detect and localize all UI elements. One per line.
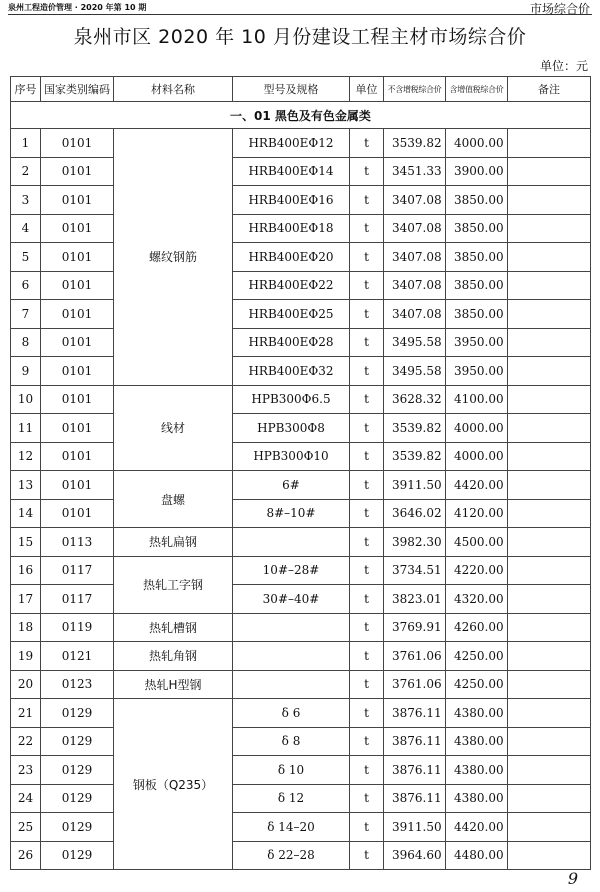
cell-remark	[508, 727, 591, 756]
cell-code: 0101	[41, 471, 114, 500]
cell-unit: t	[350, 756, 384, 785]
cell-remark	[508, 613, 591, 642]
cell-code: 0101	[41, 442, 114, 471]
cell-remark	[508, 585, 591, 614]
cell-price-excl-vat: 3761.06	[384, 670, 446, 699]
cell-unit: t	[350, 699, 384, 728]
material-name-text: 热轧H型钢	[144, 677, 202, 692]
cell-price-excl-vat: 3982.30	[384, 528, 446, 557]
cell-remark	[508, 528, 591, 557]
table-row	[11, 613, 591, 642]
cell-no: 6	[11, 271, 41, 300]
cell-price-excl-vat: 3407.08	[384, 300, 446, 329]
cell-unit: t	[350, 214, 384, 243]
cell-remark	[508, 328, 591, 357]
running-header	[0, 0, 600, 22]
cell-code: 0101	[41, 300, 114, 329]
cell-no: 10	[11, 385, 41, 414]
cell-price-incl-vat: 3850.00	[446, 214, 508, 243]
cell-spec: δ 10	[233, 756, 350, 785]
table-row	[11, 328, 591, 357]
col-header-name: 材料名称	[114, 77, 233, 102]
cell-material-name	[114, 556, 233, 613]
cell-code: 0101	[41, 157, 114, 186]
cell-spec: δ 8	[233, 727, 350, 756]
cell-unit: t	[350, 670, 384, 699]
table-row	[11, 157, 591, 186]
cell-remark	[508, 271, 591, 300]
cell-no: 21	[11, 699, 41, 728]
cell-code: 0129	[41, 727, 114, 756]
cell-code: 0129	[41, 699, 114, 728]
section-name: 市场综合价	[529, 2, 590, 16]
cell-material-name	[114, 613, 233, 642]
table-row	[11, 243, 591, 272]
cell-price-excl-vat: 3451.33	[384, 157, 446, 186]
cell-remark	[508, 670, 591, 699]
table-row	[11, 357, 591, 386]
cell-code: 0119	[41, 613, 114, 642]
material-name-text: 钢板（Q235）	[132, 777, 214, 792]
cell-code: 0101	[41, 129, 114, 158]
cell-unit: t	[350, 328, 384, 357]
col-header-code: 国家类别编码	[41, 77, 114, 102]
material-name-text: 线材	[160, 421, 185, 436]
cell-price-excl-vat: 3876.11	[384, 784, 446, 813]
cell-spec: 30#–40#	[233, 585, 350, 614]
cell-remark	[508, 300, 591, 329]
unit-label: 单位：元	[539, 59, 588, 73]
cell-price-incl-vat: 4420.00	[446, 471, 508, 500]
cell-price-excl-vat: 3646.02	[384, 499, 446, 528]
material-name-text: 盘螺	[160, 492, 185, 507]
cell-unit: t	[350, 442, 384, 471]
cell-no: 17	[11, 585, 41, 614]
cell-unit: t	[350, 129, 384, 158]
cell-remark	[508, 186, 591, 215]
cell-unit: t	[350, 813, 384, 842]
cell-no: 5	[11, 243, 41, 272]
col-header-price-incl-vat: 含增值税综合价	[446, 77, 508, 102]
table-row	[11, 699, 591, 728]
cell-remark	[508, 214, 591, 243]
table-row	[11, 442, 591, 471]
cell-no: 16	[11, 556, 41, 585]
cell-material-name	[114, 385, 233, 471]
cell-unit: t	[350, 613, 384, 642]
table-row	[11, 129, 591, 158]
table-row	[11, 271, 591, 300]
cell-remark	[508, 129, 591, 158]
cell-price-incl-vat: 4380.00	[446, 756, 508, 785]
cell-price-excl-vat: 3823.01	[384, 585, 446, 614]
cell-no: 22	[11, 727, 41, 756]
cell-remark	[508, 499, 591, 528]
col-header-price-excl-vat: 不含增税综合价	[384, 77, 446, 102]
cell-code: 0129	[41, 813, 114, 842]
table-row	[11, 841, 591, 870]
cell-spec: 6#	[233, 471, 350, 500]
cell-code: 0101	[41, 328, 114, 357]
cell-spec: HRB400EΦ12	[233, 129, 350, 158]
cell-price-excl-vat: 3407.08	[384, 271, 446, 300]
section-title: 一、01 黑色及有色金属类	[11, 102, 591, 129]
cell-code: 0117	[41, 585, 114, 614]
table-row	[11, 784, 591, 813]
cell-price-excl-vat: 3407.08	[384, 214, 446, 243]
cell-remark	[508, 642, 591, 671]
cell-unit: t	[350, 157, 384, 186]
cell-remark	[508, 471, 591, 500]
material-name-text: 热轧工字钢	[142, 578, 203, 592]
cell-no: 18	[11, 613, 41, 642]
cell-code: 0129	[41, 756, 114, 785]
cell-unit: t	[350, 300, 384, 329]
cell-unit: t	[350, 585, 384, 614]
cell-price-incl-vat: 4220.00	[446, 556, 508, 585]
cell-price-incl-vat: 4380.00	[446, 699, 508, 728]
cell-spec: HPB300Φ8	[233, 414, 350, 443]
cell-spec	[233, 670, 350, 699]
cell-unit: t	[350, 784, 384, 813]
cell-price-excl-vat: 3539.82	[384, 129, 446, 158]
table-row	[11, 556, 591, 585]
cell-no: 8	[11, 328, 41, 357]
table-row	[11, 300, 591, 329]
cell-code: 0121	[41, 642, 114, 671]
cell-code: 0129	[41, 784, 114, 813]
cell-price-incl-vat: 3950.00	[446, 328, 508, 357]
material-name-text: 热轧扁钢	[148, 535, 197, 550]
col-header-unit: 单位	[350, 77, 384, 102]
table-row	[11, 585, 591, 614]
cell-no: 12	[11, 442, 41, 471]
cell-price-incl-vat: 3850.00	[446, 300, 508, 329]
cell-unit: t	[350, 414, 384, 443]
col-header-no: 序号	[11, 77, 41, 102]
cell-price-excl-vat: 3911.50	[384, 813, 446, 842]
cell-price-incl-vat: 3950.00	[446, 357, 508, 386]
table-row	[11, 385, 591, 414]
cell-no: 14	[11, 499, 41, 528]
cell-no: 15	[11, 528, 41, 557]
cell-code: 0129	[41, 841, 114, 870]
cell-spec	[233, 613, 350, 642]
cell-spec: 10#–28#	[233, 556, 350, 585]
cell-code: 0101	[41, 414, 114, 443]
cell-code: 0101	[41, 271, 114, 300]
cell-remark	[508, 357, 591, 386]
cell-price-excl-vat: 3876.11	[384, 756, 446, 785]
cell-remark	[508, 813, 591, 842]
cell-spec: HRB400EΦ32	[233, 357, 350, 386]
cell-price-incl-vat: 4120.00	[446, 499, 508, 528]
table-row	[11, 727, 591, 756]
cell-price-excl-vat: 3495.58	[384, 357, 446, 386]
cell-no: 2	[11, 157, 41, 186]
cell-code: 0101	[41, 214, 114, 243]
cell-price-incl-vat: 4380.00	[446, 784, 508, 813]
cell-remark	[508, 756, 591, 785]
table-row	[11, 813, 591, 842]
cell-material-name	[114, 699, 233, 870]
cell-spec: HRB400EΦ18	[233, 214, 350, 243]
cell-remark	[508, 784, 591, 813]
table-row	[11, 670, 591, 699]
cell-spec	[233, 528, 350, 557]
cell-remark	[508, 841, 591, 870]
table-row	[11, 528, 591, 557]
cell-code: 0101	[41, 243, 114, 272]
cell-spec: δ 6	[233, 699, 350, 728]
cell-no: 19	[11, 642, 41, 671]
cell-price-excl-vat: 3539.82	[384, 414, 446, 443]
cell-remark	[508, 385, 591, 414]
cell-remark	[508, 243, 591, 272]
material-name-text: 热轧槽钢	[148, 620, 197, 635]
cell-no: 13	[11, 471, 41, 500]
cell-spec: 8#–10#	[233, 499, 350, 528]
cell-code: 0101	[41, 186, 114, 215]
cell-no: 7	[11, 300, 41, 329]
cell-price-incl-vat: 4250.00	[446, 670, 508, 699]
cell-price-excl-vat: 3964.60	[384, 841, 446, 870]
cell-spec	[233, 642, 350, 671]
cell-price-incl-vat: 3850.00	[446, 271, 508, 300]
cell-remark	[508, 699, 591, 728]
table-row	[11, 414, 591, 443]
table-row	[11, 756, 591, 785]
cell-code: 0101	[41, 385, 114, 414]
table-row	[11, 499, 591, 528]
cell-remark	[508, 414, 591, 443]
header-rule	[8, 14, 592, 15]
cell-unit: t	[350, 186, 384, 215]
cell-material-name	[114, 528, 233, 557]
cell-price-incl-vat: 3850.00	[446, 243, 508, 272]
cell-no: 4	[11, 214, 41, 243]
cell-unit: t	[350, 642, 384, 671]
table-header-row	[11, 77, 591, 102]
material-name-text: 螺纹钢筋	[148, 250, 197, 265]
cell-no: 1	[11, 129, 41, 158]
cell-unit: t	[350, 385, 384, 414]
cell-no: 11	[11, 414, 41, 443]
cell-no: 9	[11, 357, 41, 386]
cell-price-incl-vat: 3900.00	[446, 157, 508, 186]
cell-no: 3	[11, 186, 41, 215]
cell-code: 0101	[41, 499, 114, 528]
cell-unit: t	[350, 271, 384, 300]
cell-material-name	[114, 642, 233, 671]
page-title: 泉州市区 2020 年 10 月份建设工程主材市场综合价	[73, 26, 527, 48]
cell-price-excl-vat: 3495.58	[384, 328, 446, 357]
cell-price-incl-vat: 4000.00	[446, 414, 508, 443]
cell-code: 0117	[41, 556, 114, 585]
cell-price-excl-vat: 3911.50	[384, 471, 446, 500]
cell-material-name	[114, 670, 233, 699]
cell-no: 20	[11, 670, 41, 699]
cell-spec: δ 22–28	[233, 841, 350, 870]
cell-price-incl-vat: 4380.00	[446, 727, 508, 756]
price-table	[10, 76, 591, 870]
cell-remark	[508, 157, 591, 186]
cell-unit: t	[350, 471, 384, 500]
cell-price-excl-vat: 3769.91	[384, 613, 446, 642]
table-row	[11, 642, 591, 671]
cell-spec: HRB400EΦ16	[233, 186, 350, 215]
cell-price-excl-vat: 3539.82	[384, 442, 446, 471]
cell-no: 26	[11, 841, 41, 870]
cell-price-incl-vat: 4000.00	[446, 129, 508, 158]
cell-material-name	[114, 471, 233, 528]
material-name-text: 热轧角钢	[148, 649, 197, 664]
cell-spec: HRB400EΦ28	[233, 328, 350, 357]
cell-price-excl-vat: 3628.32	[384, 385, 446, 414]
cell-price-excl-vat: 3761.06	[384, 642, 446, 671]
journal-name: 泉州工程造价管理 · 2020 年第 10 期	[8, 3, 147, 12]
cell-price-incl-vat: 4420.00	[446, 813, 508, 842]
cell-spec: δ 14–20	[233, 813, 350, 842]
cell-price-incl-vat: 4100.00	[446, 385, 508, 414]
cell-spec: HPB300Φ6.5	[233, 385, 350, 414]
table-row	[11, 214, 591, 243]
cell-price-incl-vat: 3850.00	[446, 186, 508, 215]
cell-spec: HRB400EΦ20	[233, 243, 350, 272]
section-row	[11, 102, 591, 129]
cell-spec: HRB400EΦ25	[233, 300, 350, 329]
cell-no: 25	[11, 813, 41, 842]
table-body	[11, 102, 591, 870]
cell-no: 24	[11, 784, 41, 813]
cell-price-incl-vat: 4260.00	[446, 613, 508, 642]
cell-price-excl-vat: 3407.08	[384, 186, 446, 215]
cell-price-incl-vat: 4480.00	[446, 841, 508, 870]
cell-material-name	[114, 129, 233, 386]
cell-price-incl-vat: 4320.00	[446, 585, 508, 614]
col-header-remark: 备注	[508, 77, 591, 102]
cell-unit: t	[350, 243, 384, 272]
cell-price-incl-vat: 4250.00	[446, 642, 508, 671]
cell-remark	[508, 556, 591, 585]
cell-price-excl-vat: 3876.11	[384, 727, 446, 756]
col-header-spec: 型号及规格	[233, 77, 350, 102]
cell-code: 0101	[41, 357, 114, 386]
cell-price-incl-vat: 4500.00	[446, 528, 508, 557]
cell-unit: t	[350, 841, 384, 870]
cell-unit: t	[350, 727, 384, 756]
table-row	[11, 186, 591, 215]
cell-spec: HPB300Φ10	[233, 442, 350, 471]
cell-code: 0113	[41, 528, 114, 557]
cell-price-incl-vat: 4000.00	[446, 442, 508, 471]
cell-price-excl-vat: 3734.51	[384, 556, 446, 585]
cell-no: 23	[11, 756, 41, 785]
cell-remark	[508, 442, 591, 471]
page-number: 9	[567, 869, 578, 888]
cell-unit: t	[350, 357, 384, 386]
cell-spec: HRB400EΦ14	[233, 157, 350, 186]
cell-unit: t	[350, 528, 384, 557]
cell-price-excl-vat: 3876.11	[384, 699, 446, 728]
cell-spec: δ 12	[233, 784, 350, 813]
table-row	[11, 471, 591, 500]
cell-unit: t	[350, 499, 384, 528]
cell-spec: HRB400EΦ22	[233, 271, 350, 300]
cell-price-excl-vat: 3407.08	[384, 243, 446, 272]
cell-code: 0123	[41, 670, 114, 699]
cell-unit: t	[350, 556, 384, 585]
